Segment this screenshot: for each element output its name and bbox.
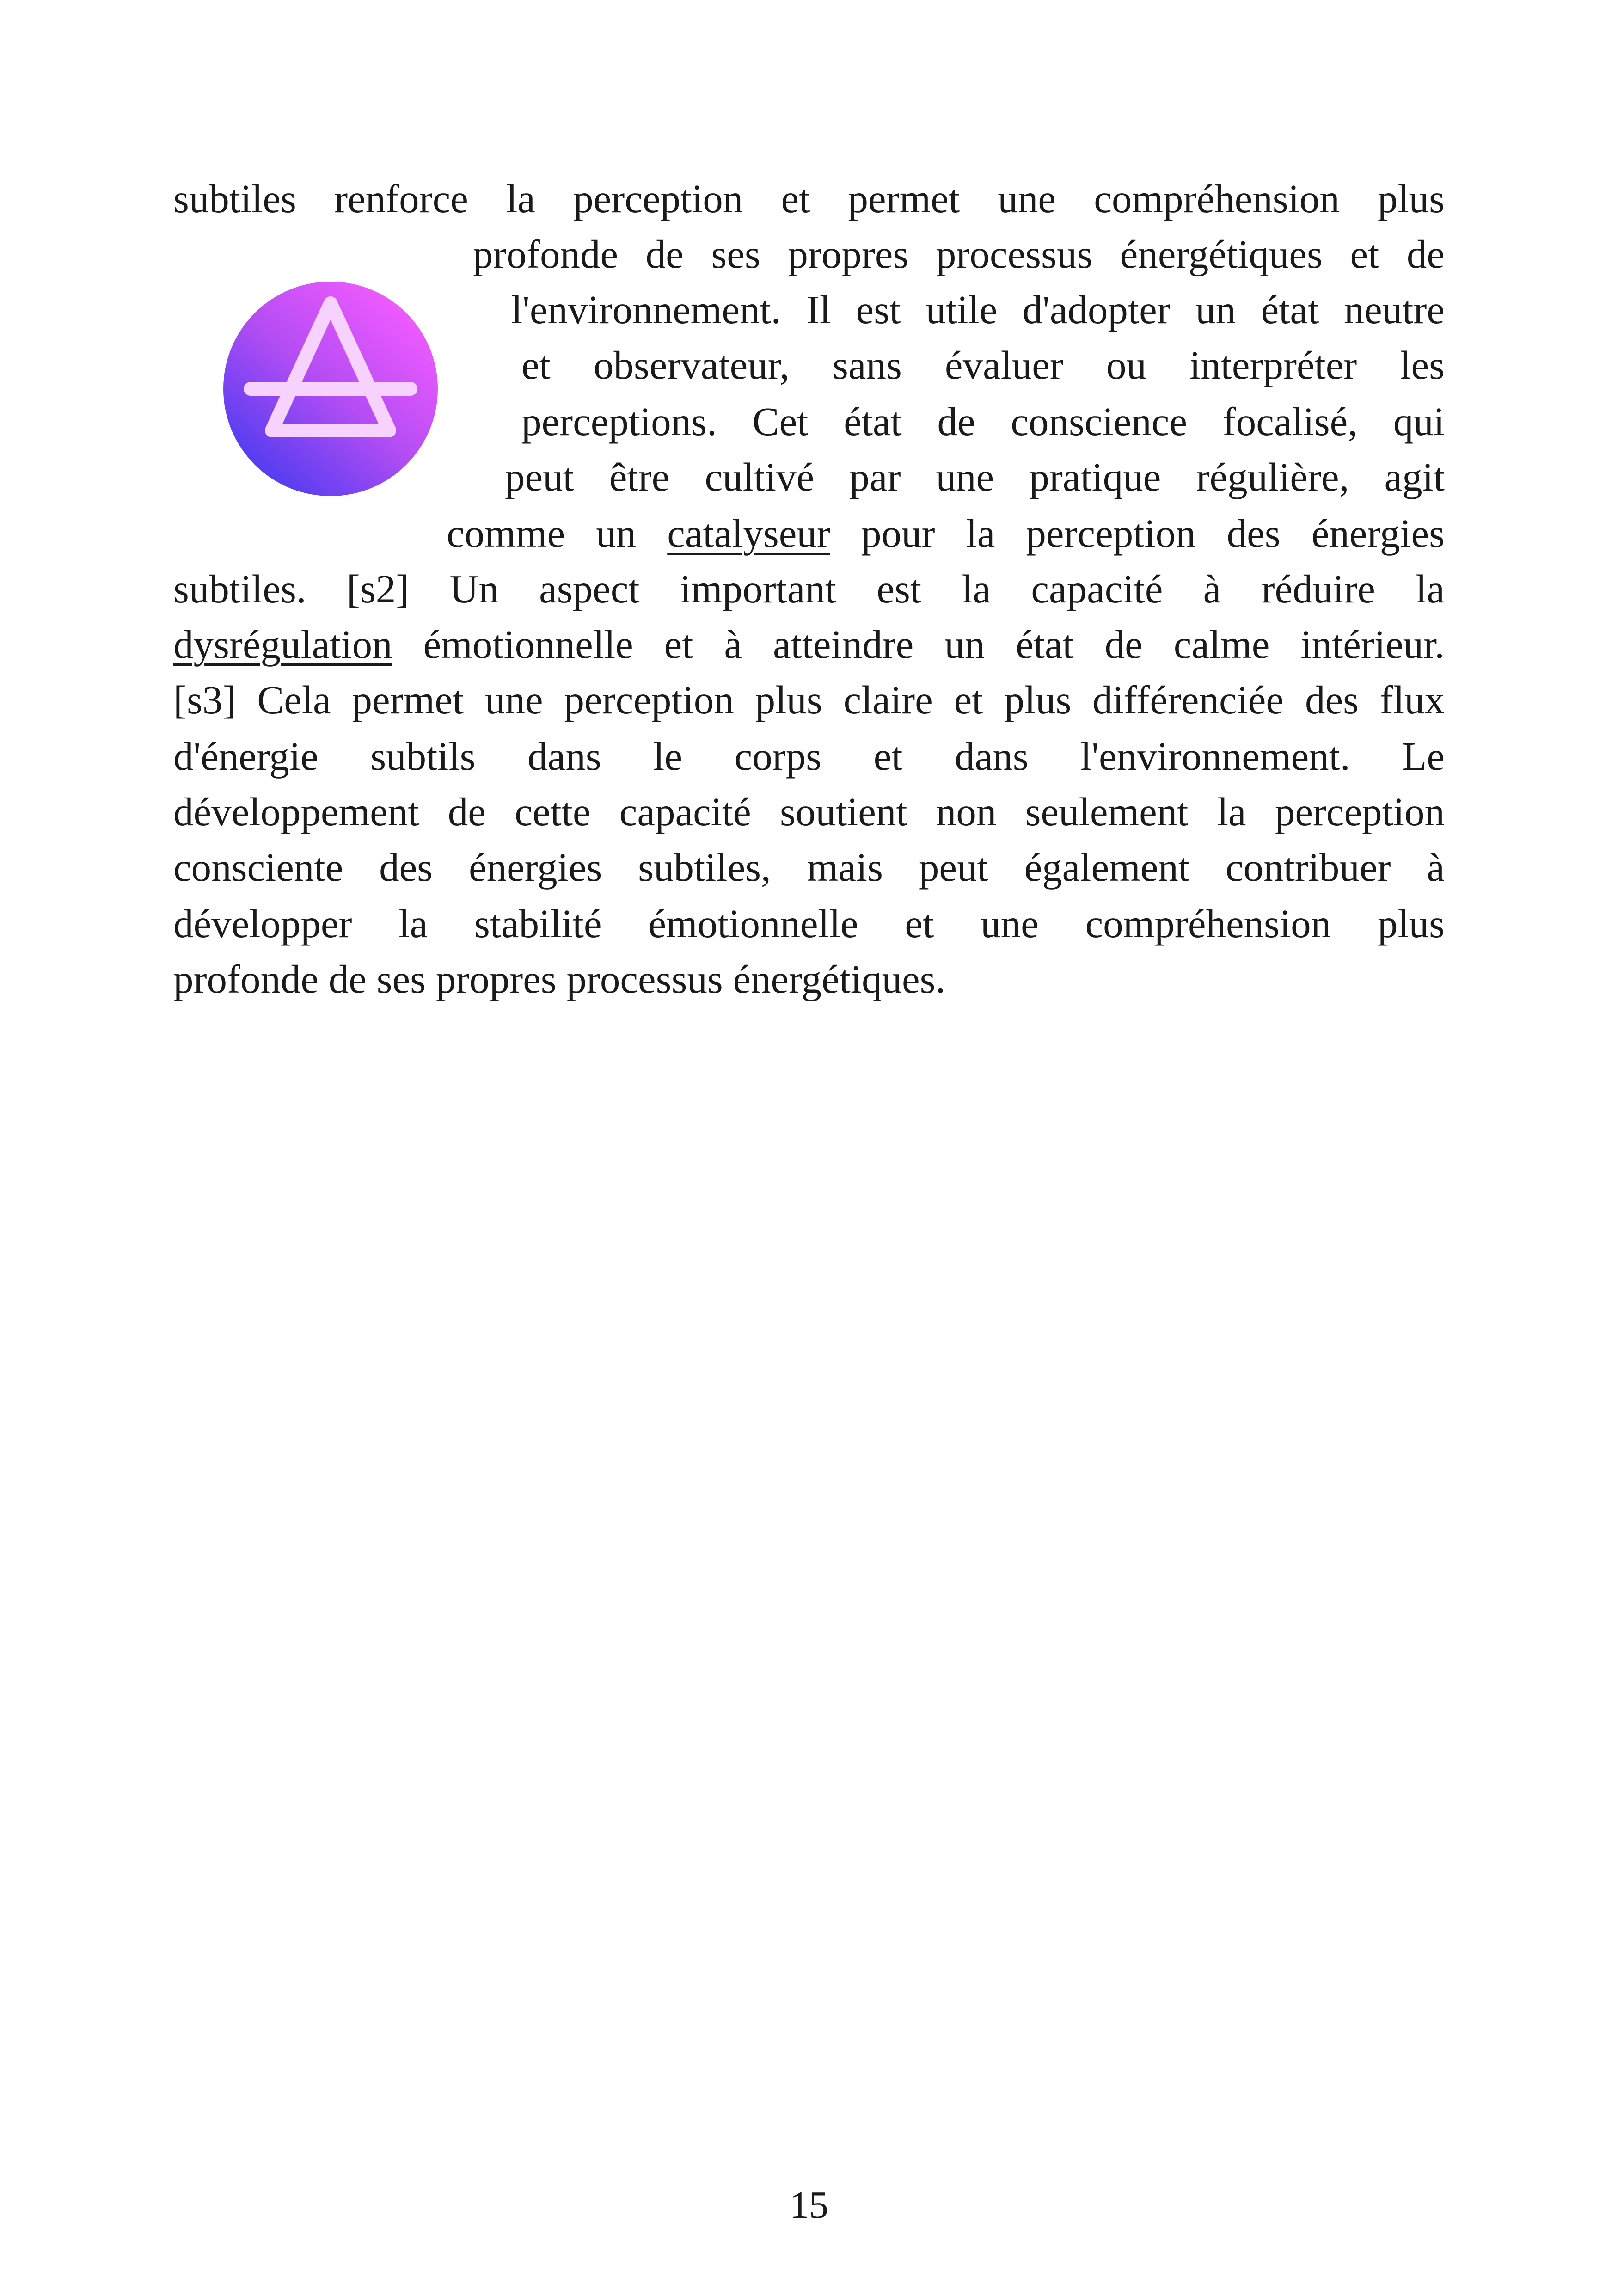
body-text-line: subtiles renforce la perception et permet une compréhension plus [173, 176, 1445, 221]
body-text-line: profonde de ses propres processus énergétiques et de [473, 232, 1445, 276]
body-text-line: perceptions. Cet état de conscience focalisé, qui [521, 399, 1445, 444]
body-text-line: profonde de ses propres processus énergétiques. [173, 957, 946, 1001]
body-text-line: dysrégulation émotionnelle et à atteindre un état de calme intérieur. [173, 622, 1445, 667]
body-text-line: comme un catalyseur pour la perception des énergies [447, 511, 1445, 556]
body-text-line: subtiles. [s2] Un aspect important est la capacité à réduire la [173, 566, 1445, 611]
body-text-line: développement de cette capacité soutient non seulement la perception [173, 789, 1445, 834]
body-text-line: consciente des énergies subtiles, mais peut également contribuer à [173, 845, 1445, 890]
body-text-line: [s3] Cela permet une perception plus claire et plus différenciée des flux [173, 677, 1445, 722]
body-text-line: et observateur, sans évaluer ou interpréter les [521, 343, 1445, 387]
dysregulation-link[interactable]: dysrégulation [173, 622, 392, 667]
catalyseur-link[interactable]: catalyseur [667, 511, 830, 556]
body-text-line: développer la stabilité émotionnelle et une compréhension plus [173, 901, 1445, 946]
body-text-line: peut être cultivé par une pratique régulière, agit [505, 454, 1445, 499]
body-text-line: l'environnement. Il est utile d'adopter un état neutre [511, 287, 1445, 332]
air-element-triangle-icon [222, 280, 439, 497]
body-text-line: d'énergie subtils dans le corps et dans l'environnement. Le [173, 734, 1445, 779]
page-number: 15 [790, 2184, 828, 2227]
